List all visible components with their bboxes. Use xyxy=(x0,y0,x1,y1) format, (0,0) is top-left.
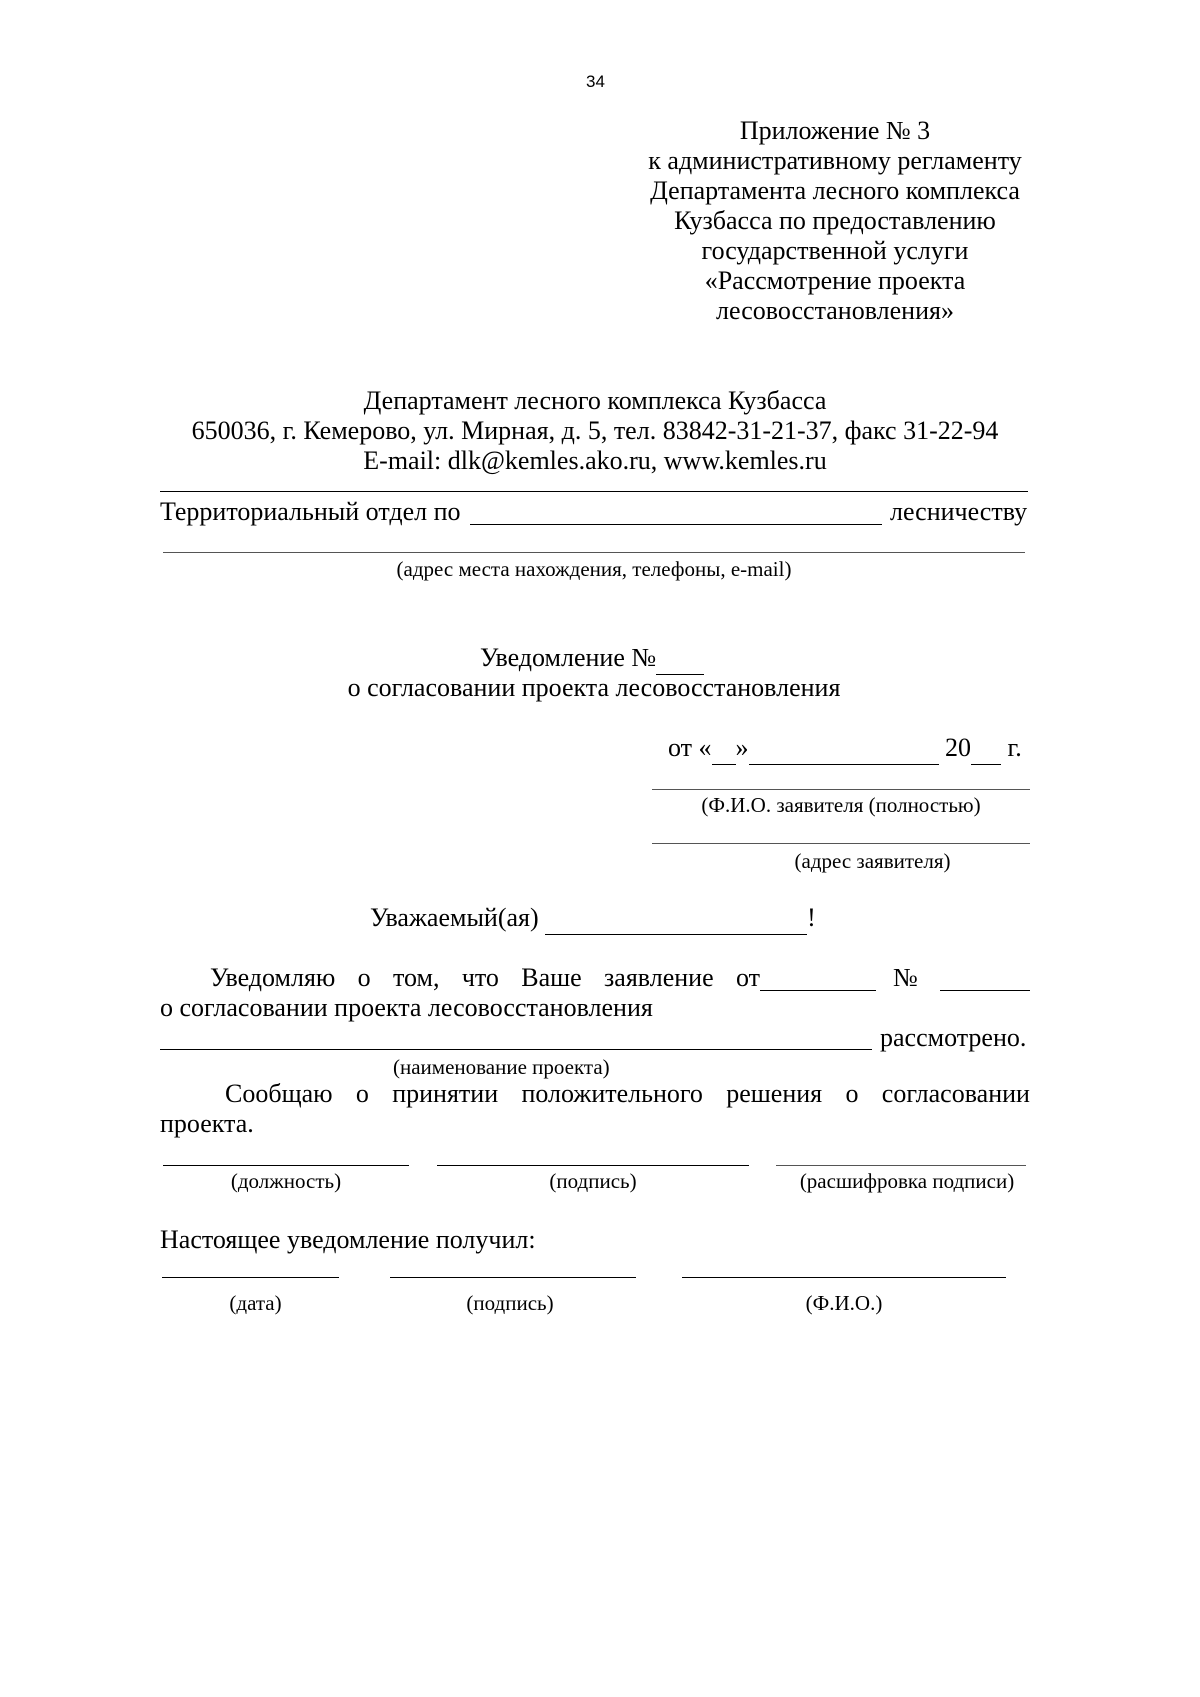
application-no-sign: № xyxy=(893,963,918,992)
application-date-blank xyxy=(760,990,876,991)
territorial-prefix: Территориальный отдел по xyxy=(160,497,461,526)
signature-caption: (подпись) xyxy=(549,1169,637,1193)
org-header xyxy=(150,386,1040,476)
org-address: 650036, г. Кемерово, ул. Мирная, д. 5, тел. 83842-31-21-37, факс 31-22-94 xyxy=(191,416,999,445)
org-name: Департамент лесного комплекса Кузбасса xyxy=(363,386,827,415)
received-signature-caption: (подпись) xyxy=(466,1291,554,1315)
date-line xyxy=(668,732,1022,765)
applicant-address-caption: (адрес заявителя) xyxy=(794,849,951,873)
body-word: Сообщаю xyxy=(225,1079,333,1108)
date-month-blank xyxy=(749,732,939,765)
salutation-name-blank xyxy=(545,902,807,935)
signature-blank xyxy=(437,1165,749,1166)
territorial-blank xyxy=(470,524,882,525)
body-p2-line2: проекта. xyxy=(160,1109,254,1138)
body-word: положительного xyxy=(521,1079,703,1108)
appendix-line: «Рассмотрение проекта xyxy=(704,266,966,295)
appendix-line: лесовосстановления» xyxy=(716,296,954,325)
received-date-blank xyxy=(162,1277,339,1278)
date-prefix: от « xyxy=(668,733,712,762)
page-number: 34 xyxy=(586,72,605,91)
salutation-end: ! xyxy=(807,903,816,932)
body-p2-line1 xyxy=(225,1078,1030,1110)
body-word: о xyxy=(355,1079,369,1108)
received-fio-blank xyxy=(682,1277,1006,1278)
appendix-block xyxy=(640,116,1030,326)
date-day-blank xyxy=(712,732,736,765)
received-text: Настоящее уведомление получил: xyxy=(160,1225,536,1254)
header-rule xyxy=(160,491,1028,492)
body-word: заявление xyxy=(604,963,714,992)
received-date-caption: (дата) xyxy=(229,1291,282,1315)
body-word: принятии xyxy=(392,1079,499,1108)
address-blank xyxy=(163,552,1025,553)
decoding-caption: (расшифровка подписи) xyxy=(799,1169,1015,1193)
body-word: о xyxy=(845,1079,859,1108)
territorial-suffix: лесничеству xyxy=(890,497,1028,526)
body-word: решения xyxy=(726,1079,823,1108)
appendix-line: Кузбасса по предоставлению xyxy=(674,206,996,235)
body-p1-line1 xyxy=(210,962,760,994)
org-contacts: E-mail: dlk@kemles.ako.ru, www.kemles.ru xyxy=(363,446,827,475)
position-blank xyxy=(163,1165,409,1166)
considered-text: рассмотрено. xyxy=(880,1023,1027,1052)
applicant-address-blank xyxy=(652,843,1030,844)
date-suffix: г. xyxy=(1007,733,1022,762)
body-word: Ваше xyxy=(521,963,582,992)
applicant-fio-blank xyxy=(652,789,1030,790)
date-mid: » xyxy=(735,733,749,762)
salutation-text: Уважаемый(ая) xyxy=(370,903,539,932)
address-caption: (адрес места нахождения, телефоны, e-mail) xyxy=(396,557,792,581)
received-fio-caption: (Ф.И.О.) xyxy=(805,1291,883,1315)
appendix-line: Департамента лесного комплекса xyxy=(650,176,1020,205)
date-year-prefix: 20 xyxy=(945,733,972,762)
body-word: о xyxy=(357,963,371,992)
body-word: от xyxy=(735,963,760,992)
decoding-blank xyxy=(776,1165,1026,1166)
salutation xyxy=(370,902,816,935)
applicant-fio-caption: (Ф.И.О. заявителя (полностью) xyxy=(701,793,981,817)
notice-number-blank xyxy=(656,642,704,675)
appendix-line: государственной услуги xyxy=(701,236,969,265)
project-caption: (наименование проекта) xyxy=(393,1055,610,1079)
date-year-blank xyxy=(971,732,1001,765)
body-word: Уведомляю xyxy=(210,963,336,992)
appendix-line: Приложение № 3 xyxy=(739,116,931,145)
body-word: том, xyxy=(393,963,440,992)
body-word: согласовании xyxy=(881,1079,1030,1108)
appendix-line: к административному регламенту xyxy=(648,146,1022,175)
notice-title-text: Уведомление № xyxy=(480,643,657,672)
project-name-blank xyxy=(160,1049,872,1050)
notice-subtitle: о согласовании проекта лесовосстановления xyxy=(347,673,841,702)
application-number-blank xyxy=(940,990,1030,991)
received-signature-blank xyxy=(390,1277,636,1278)
body-word: что xyxy=(461,963,499,992)
body-p1-line2: о согласовании проекта лесовосстановления xyxy=(160,993,653,1022)
notice-title xyxy=(480,642,704,675)
position-caption: (должность) xyxy=(230,1169,342,1193)
